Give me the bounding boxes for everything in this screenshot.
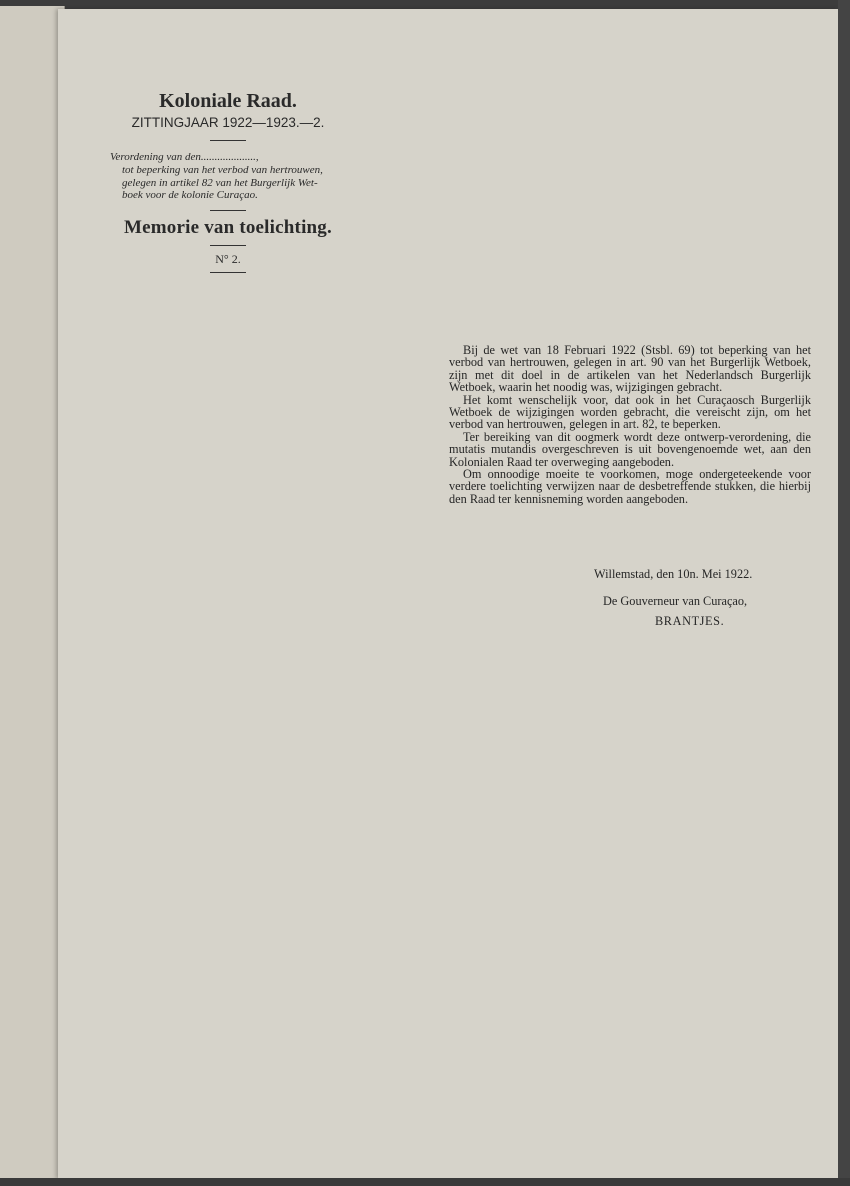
paragraph: Bij de wet van 18 Februari 1922 (Stsbl. 69) tot beperking van het verbod van hertrouwen, gelegen in art. 90 van het Burgerlijk Wetboek, zijn met dit doel in de artikelen van het Nederlandsch Burgerlijk Wetboek, waarin het noodig was, wijzigingen gebracht. <box>449 343 811 395</box>
ordinance-line: Verordening van den...................., <box>110 151 259 163</box>
signatory-name: BRANTJES. <box>655 614 725 628</box>
explanatory-text <box>449 344 811 505</box>
scan-border-bottom <box>0 1178 850 1186</box>
ordinance-line: tot beperking van het verbod van hertrouwen, <box>122 163 323 176</box>
document-header <box>108 82 348 273</box>
ordinance-description <box>98 151 344 202</box>
paragraph: Om onnoodige moeite te voorkomen, moge ondergeteekende voor verdere toelichting verwijzen naar de desbetreffende stukken, die hierbij den Raad ter kennisneming worden aangeboden. <box>449 467 811 506</box>
paragraph: Ter bereiking van dit oogmerk wordt deze ontwerp-verordening, die mutatis mutandis overgeschreven is uit bovengenoemde wet, aan den Kolonialen Raad ter overweging aangeboden. <box>449 429 811 469</box>
signatory-title: De Gouverneur van Curaçao, <box>603 594 748 608</box>
underlying-page-edge <box>0 6 65 1178</box>
ordinance-line: gelegen in artikel 82 van het Burgerlijk Wet- <box>122 176 318 189</box>
divider <box>210 210 246 211</box>
divider <box>210 140 246 141</box>
divider <box>210 245 246 246</box>
document-title: Memorie van toelichting. <box>124 217 332 239</box>
scan-border-right <box>838 0 850 1186</box>
place-date: Willemstad, den 10n. Mei 1922. <box>594 567 753 581</box>
council-title: Koloniale Raad. <box>159 90 297 112</box>
paragraph: Het komt wenschelijk voor, dat ook in het Curaçaosch Burgerlijk Wetboek de wijzigingen worden gebracht, die vereischt zijn, om het verbod van hertrouwen, gelegen in art. 82, te beperken. <box>449 392 811 432</box>
document-number: N° 2. <box>215 252 241 267</box>
ordinance-line: boek voor de kolonie Curaçao. <box>122 189 258 202</box>
session-year: ZITTINGJAAR 1922—1923.—2. <box>131 115 325 130</box>
divider <box>210 272 246 273</box>
